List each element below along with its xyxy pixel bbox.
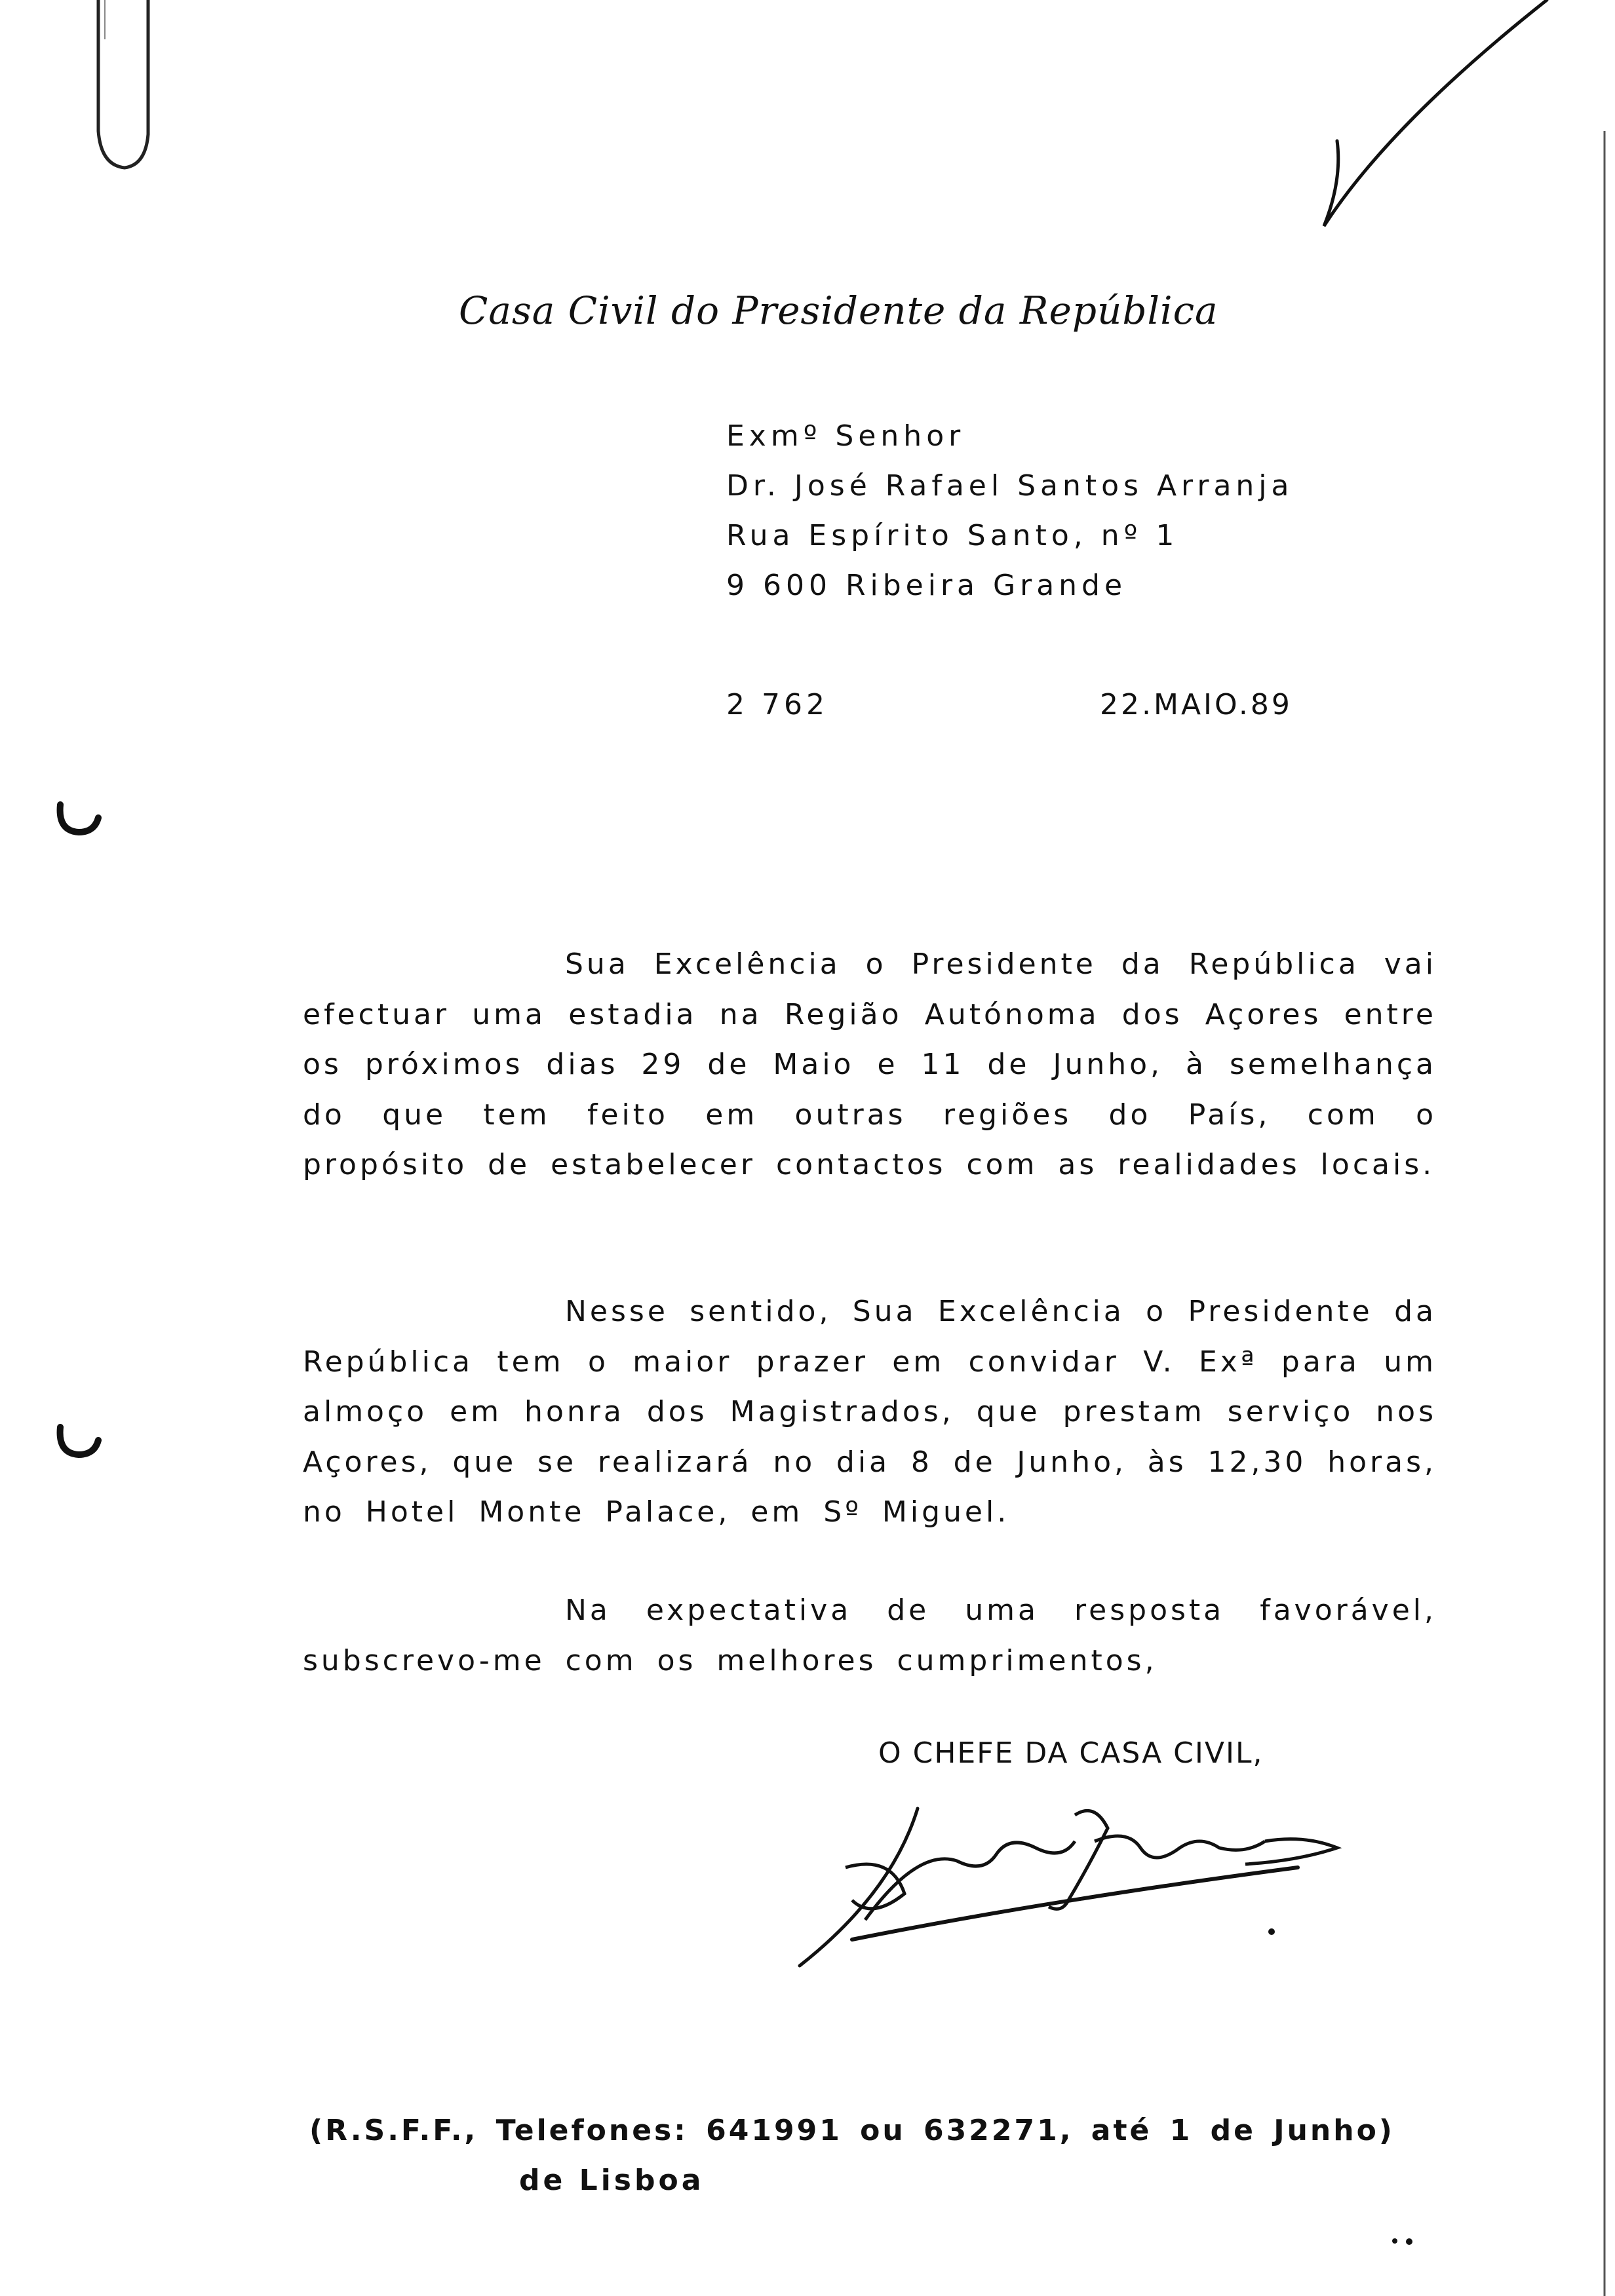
body-paragraph-1: Sua Excelência o Presidente da República vai efectuar uma estadia na Região Autónoma dos Açores entre os próximos dias 29 de Maio e 11 de Junho, à semelhança do que tem feito em outras regiões do País, com o propósito de estabelecer contactos com as realidades locais. [303,947,1437,1181]
recipient-salutation: Exmº Senhor [726,419,965,453]
recipient-name: Dr. José Rafael Santos Arranja [726,469,1294,503]
paper-clip-mark [85,0,164,177]
letterhead: Casa Civil do Presidente da República [459,288,1218,333]
footer-line-2: de Lisboa [519,2164,705,2197]
reference-number: 2 762 [726,688,828,721]
footer-line-1: (R.S.F.F., Telefones: 641991 ou 632271, até 1 de Junho) [309,2114,1395,2147]
check-mark [1311,0,1560,236]
letter-date: 22.MAIO.89 [1100,688,1293,721]
body-paragraph-3: Na expectativa de uma resposta favorável, subscrevo-me com os melhores cumprimentos, [303,1594,1437,1677]
punch-hole-mark [55,799,101,839]
punch-hole-mark [55,1422,101,1461]
page-edge-line [1599,0,1612,2296]
closing-title: O CHEFE DA CASA CIVIL, [878,1736,1264,1770]
recipient-street: Rua Espírito Santo, nº 1 [726,519,1179,552]
stray-dots [1390,2234,1416,2248]
recipient-city: 9 600 Ribeira Grande [726,569,1127,602]
body-paragraph-2: Nesse sentido, Sua Excelência o Presidente da República tem o maior prazer em convidar V. Exª para um almoço em honra dos Magistrados, que prestam serviço nos Açores, que se realizará no dia 8 de Junho, às 12,30 horas, no Hotel Monte Palace, em Sº Miguel. [303,1295,1437,1529]
signature [787,1789,1363,1985]
